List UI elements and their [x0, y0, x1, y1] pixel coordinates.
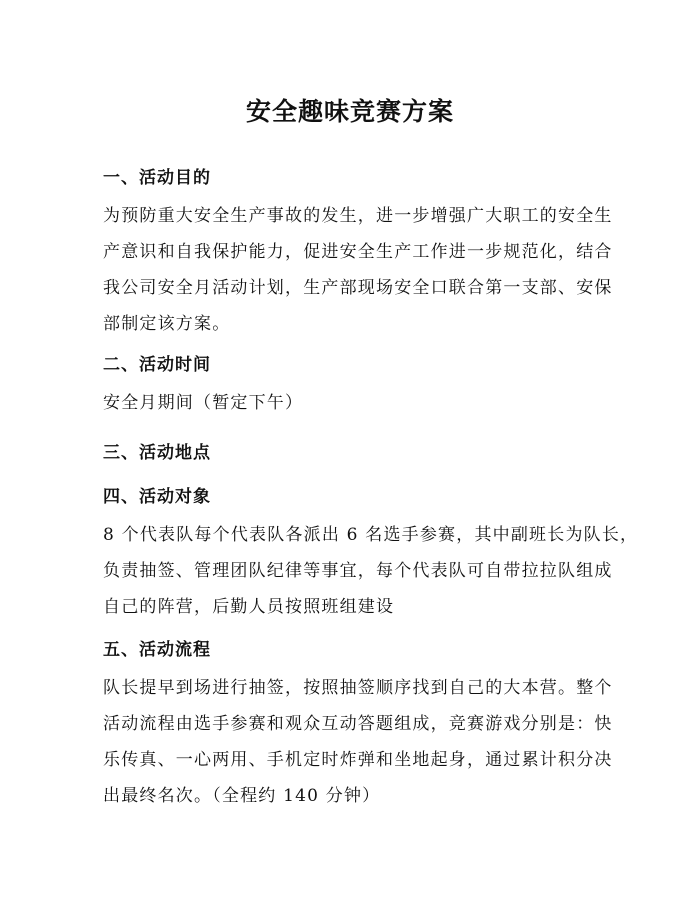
- section-heading-participants: 四、活动对象: [103, 487, 211, 507]
- paragraph-line: 我公司安全月活动计划，生产部现场安全口联合第一支部、安保: [103, 278, 613, 298]
- paragraph-line: 出最终名次。（全程约 140 分钟）: [103, 786, 381, 806]
- paragraph-line: 活动流程由选手参赛和观众互动答题组成，竞赛游戏分别是：快: [103, 714, 613, 734]
- paragraph-line: 乐传真、一心两用、手机定时炸弹和坐地起身，通过累计积分决: [103, 750, 613, 770]
- paragraph-line: 负责抽签、管理团队纪律等事宜，每个代表队可自带拉拉队组成: [103, 561, 613, 581]
- section-body-time: [103, 385, 595, 421]
- paragraph-line: 安全月期间（暂定下午）: [103, 393, 304, 413]
- section-heading-time: 二、活动时间: [103, 355, 211, 375]
- paragraph-line: 为预防重大安全生产事故的发生，进一步增强广大职工的安全生: [103, 206, 613, 226]
- section-body-purpose: [103, 198, 613, 342]
- paragraph-line: 8 个代表队每个代表队各派出 6 名选手参赛，其中副班长为队长，: [103, 525, 639, 545]
- section-body-participants: [103, 517, 639, 625]
- paragraph-line: 产意识和自我保护能力，促进安全生产工作进一步规范化，结合: [103, 242, 613, 262]
- paragraph-line: 部制定该方案。: [103, 314, 231, 334]
- document-title: 安全趣味竞赛方案: [245, 97, 454, 126]
- paragraph-line: 自己的阵营，后勤人员按照班组建设: [103, 597, 395, 617]
- section-body-process: [103, 670, 613, 814]
- section-heading-location: 三、活动地点: [103, 443, 211, 463]
- section-heading-process: 五、活动流程: [103, 640, 211, 660]
- section-heading-purpose: 一、活动目的: [103, 168, 211, 188]
- paragraph-line: 队长提早到场进行抽签，按照抽签顺序找到自己的大本营。整个: [103, 678, 613, 698]
